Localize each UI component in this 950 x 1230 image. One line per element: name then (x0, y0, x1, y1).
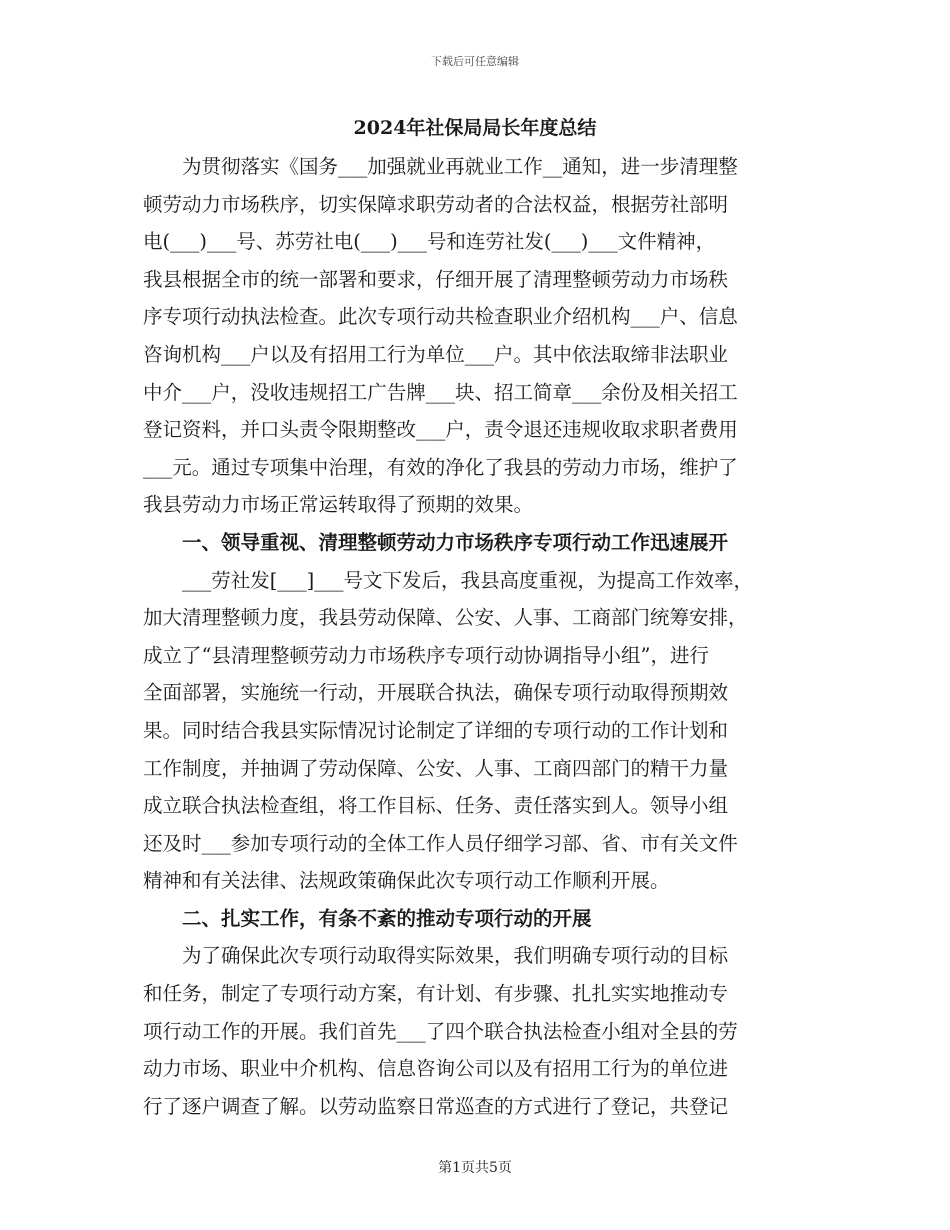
document-title: 2024年社保局局长年度总结 (353, 117, 597, 139)
body-line: 成立了“县清理整顿劳动力市场秩序专项行动协调指导小组”，进行 (143, 643, 709, 667)
body-line: 顿劳动力市场秩序，切实保障求职劳动者的合法权益，根据劳社部明 (143, 192, 729, 216)
body-line: ___元。通过专项集中治理，有效的净化了我县的劳动力市场，维护了 (143, 455, 738, 479)
body-line: 动力市场、职业中介机构、信息咨询公司以及有招用工行为的单位进 (143, 1057, 729, 1081)
header-note: 下载后可任意编辑 (431, 55, 519, 68)
body-line: 咨询机构___户以及有招用工行为单位___户。其中依法取缔非法职业 (143, 342, 729, 366)
page-footer: 第1页共5页 (438, 1160, 512, 1176)
body-line: 为了确保此次专项行动取得实际效果，我们明确专项行动的目标 (143, 944, 729, 968)
section-heading: 二、扎实工作，有条不紊的推动专项行动的开展 (143, 906, 592, 930)
section-heading: 一、领导重视、清理整顿劳动力市场秩序专项行动工作迅速展开 (143, 530, 729, 554)
body-line: 行了逐户调查了解。以劳动监察日常巡查的方式进行了登记，共登记 (143, 1094, 729, 1118)
body-line: 果。同时结合我县实际情况讨论制定了详细的专项行动的工作计划和 (143, 718, 729, 742)
body-line: 为贯彻落实《国务___加强就业再就业工作__通知，进一步清理整 (143, 155, 738, 178)
body-line: 中介___户，没收违规招工广告牌___块、招工简章___余份及相关招工 (143, 380, 738, 404)
body-line: 我县劳动力市场正常运转取得了预期的效果。 (143, 493, 534, 517)
body-line: 我县根据全市的统一部署和要求，仔细开展了清理整顿劳动力市场秩 (143, 267, 729, 291)
body-line: 序专项行动执法检查。此次专项行动共检查职业介绍机构___户、信息 (143, 305, 738, 329)
body-line: 全面部署，实施统一行动，开展联合执法，确保专项行动取得预期效 (143, 681, 729, 705)
document-body (143, 148, 811, 1125)
body-line: 和任务，制定了专项行动方案，有计划、有步骤、扎扎实实地推动专 (143, 982, 729, 1006)
body-line: 登记资料，并口头责令限期整改___户，责令退还违规收取求职者费用 (143, 418, 738, 442)
body-line: 加大清理整顿力度，我县劳动保障、公安、人事、工商部门统筹安排， (143, 606, 748, 630)
body-line: ___劳社发[___]___号文下发后，我县高度重视，为提高工作效率， (143, 568, 753, 592)
body-line: 项行动工作的开展。我们首先___了四个联合执法检查小组对全县的劳 (143, 1019, 738, 1043)
body-line: 还及时___参加专项行动的全体工作人员仔细学习部、省、市有关文件 (143, 831, 738, 855)
body-line: 电(___)___号、苏劳社电(___)___号和连劳社发(___)___文件精神， (143, 230, 716, 254)
body-line: 工作制度，并抽调了劳动保障、公安、人事、工商四部门的精干力量 (143, 756, 729, 780)
body-line: 精神和有关法律、法规政策确保此次专项行动工作顺利开展。 (143, 869, 670, 893)
body-line: 成立联合执法检查组，将工作目标、任务、责任落实到人。领导小组 (143, 794, 729, 818)
